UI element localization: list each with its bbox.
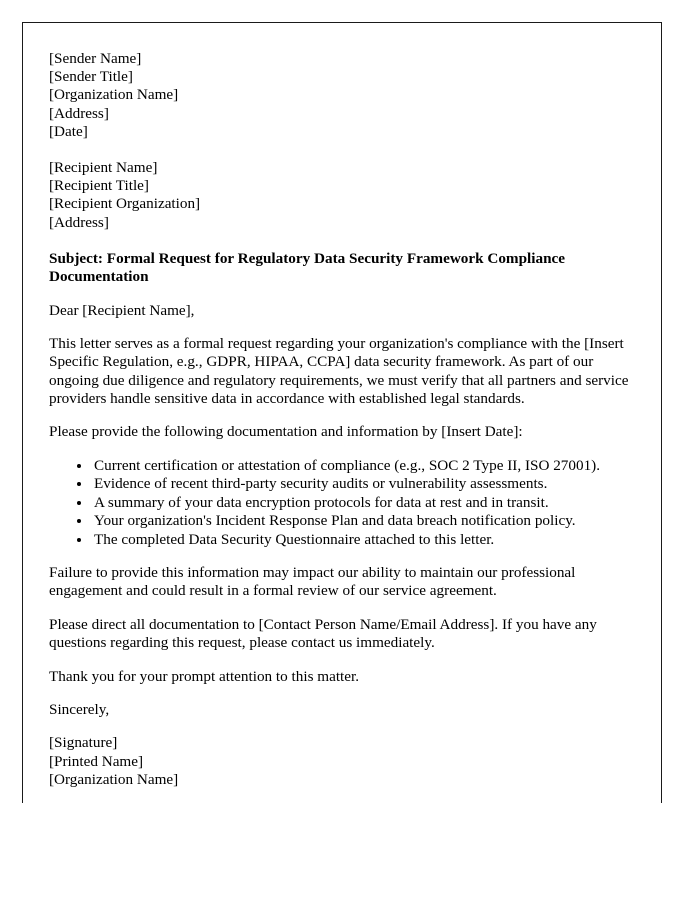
document-content xyxy=(49,50,629,789)
paragraph-intro: This letter serves as a formal request regarding your organization's compliance with the [Insert Specific Regulation, e.g., GDPR, HIPAA, CCPA] data security framework. As part of our ongoing due diligence and regulatory requirements, we must verify that all partners and service providers handle sensitive data in accordance with established legal standards. xyxy=(49,334,629,408)
documentation-list xyxy=(49,457,629,549)
list-item: • Current certification or attestation of compliance (e.g., SOC 2 Type II, ISO 27001). xyxy=(92,457,629,475)
sender-name-line: [Sender Name] xyxy=(49,50,142,67)
list-item: • A summary of your data encryption protocols for data at rest and in transit. xyxy=(92,494,629,512)
sender-address-block xyxy=(49,50,629,141)
closing-line: Sincerely, xyxy=(49,700,110,718)
paragraph-consequence: Failure to provide this information may impact our ability to maintain our professional engagement and could result in a formal review of our service agreement. xyxy=(49,563,576,600)
list-item: • Evidence of recent third-party security audits or vulnerability assessments. xyxy=(92,475,629,493)
spacer-after-list xyxy=(49,549,629,564)
subject-line: Subject: Formal Request for Regulatory Data Security Framework Compliance Documentation xyxy=(49,249,565,286)
recipient-address-block xyxy=(49,159,629,232)
paragraph-thanks: Thank you for your prompt attention to this matter. xyxy=(49,667,360,685)
sender-title-line: [Sender Title] xyxy=(49,68,133,86)
sender-organization-line: [Organization Name] xyxy=(49,86,179,104)
recipient-title-line: [Recipient Title] xyxy=(49,177,149,195)
spacer-after-recipient xyxy=(49,232,629,250)
sender-date-line: [Date] xyxy=(49,122,88,140)
spacer-after-contact xyxy=(49,653,629,668)
spacer-after-closing xyxy=(49,719,629,734)
spacer-after-intro xyxy=(49,408,629,423)
spacer-after-subject xyxy=(49,287,629,302)
signature-organization-line: [Organization Name] xyxy=(49,770,179,788)
signature-placeholder-line: [Signature] xyxy=(49,734,118,752)
paragraph-contact: Please direct all documentation to [Contact Person Name/Email Address]. If you have any questions regarding this request, please contact us immediately. xyxy=(49,615,597,652)
spacer-after-thanks xyxy=(49,686,629,701)
spacer-after-consequence xyxy=(49,601,629,616)
printed-name-line: [Printed Name] xyxy=(49,752,144,770)
spacer-before-list xyxy=(49,442,629,457)
list-item: • The completed Data Security Questionnaire attached to this letter. xyxy=(92,531,629,549)
spacer-after-salutation xyxy=(49,320,629,335)
signature-block xyxy=(49,734,629,789)
recipient-name-line: [Recipient Name] xyxy=(49,159,158,177)
paragraph-request: Please provide the following documentation and information by [Insert Date]: xyxy=(49,423,523,441)
recipient-organization-line: [Recipient Organization] xyxy=(49,195,201,213)
spacer-after-sender xyxy=(49,141,629,159)
recipient-address-line: [Address] xyxy=(49,213,109,231)
sender-address-line: [Address] xyxy=(49,104,109,122)
list-item: • Your organization's Incident Response Plan and data breach notification policy. xyxy=(92,512,629,530)
salutation: Dear [Recipient Name], xyxy=(49,301,195,319)
document-page xyxy=(22,22,662,803)
